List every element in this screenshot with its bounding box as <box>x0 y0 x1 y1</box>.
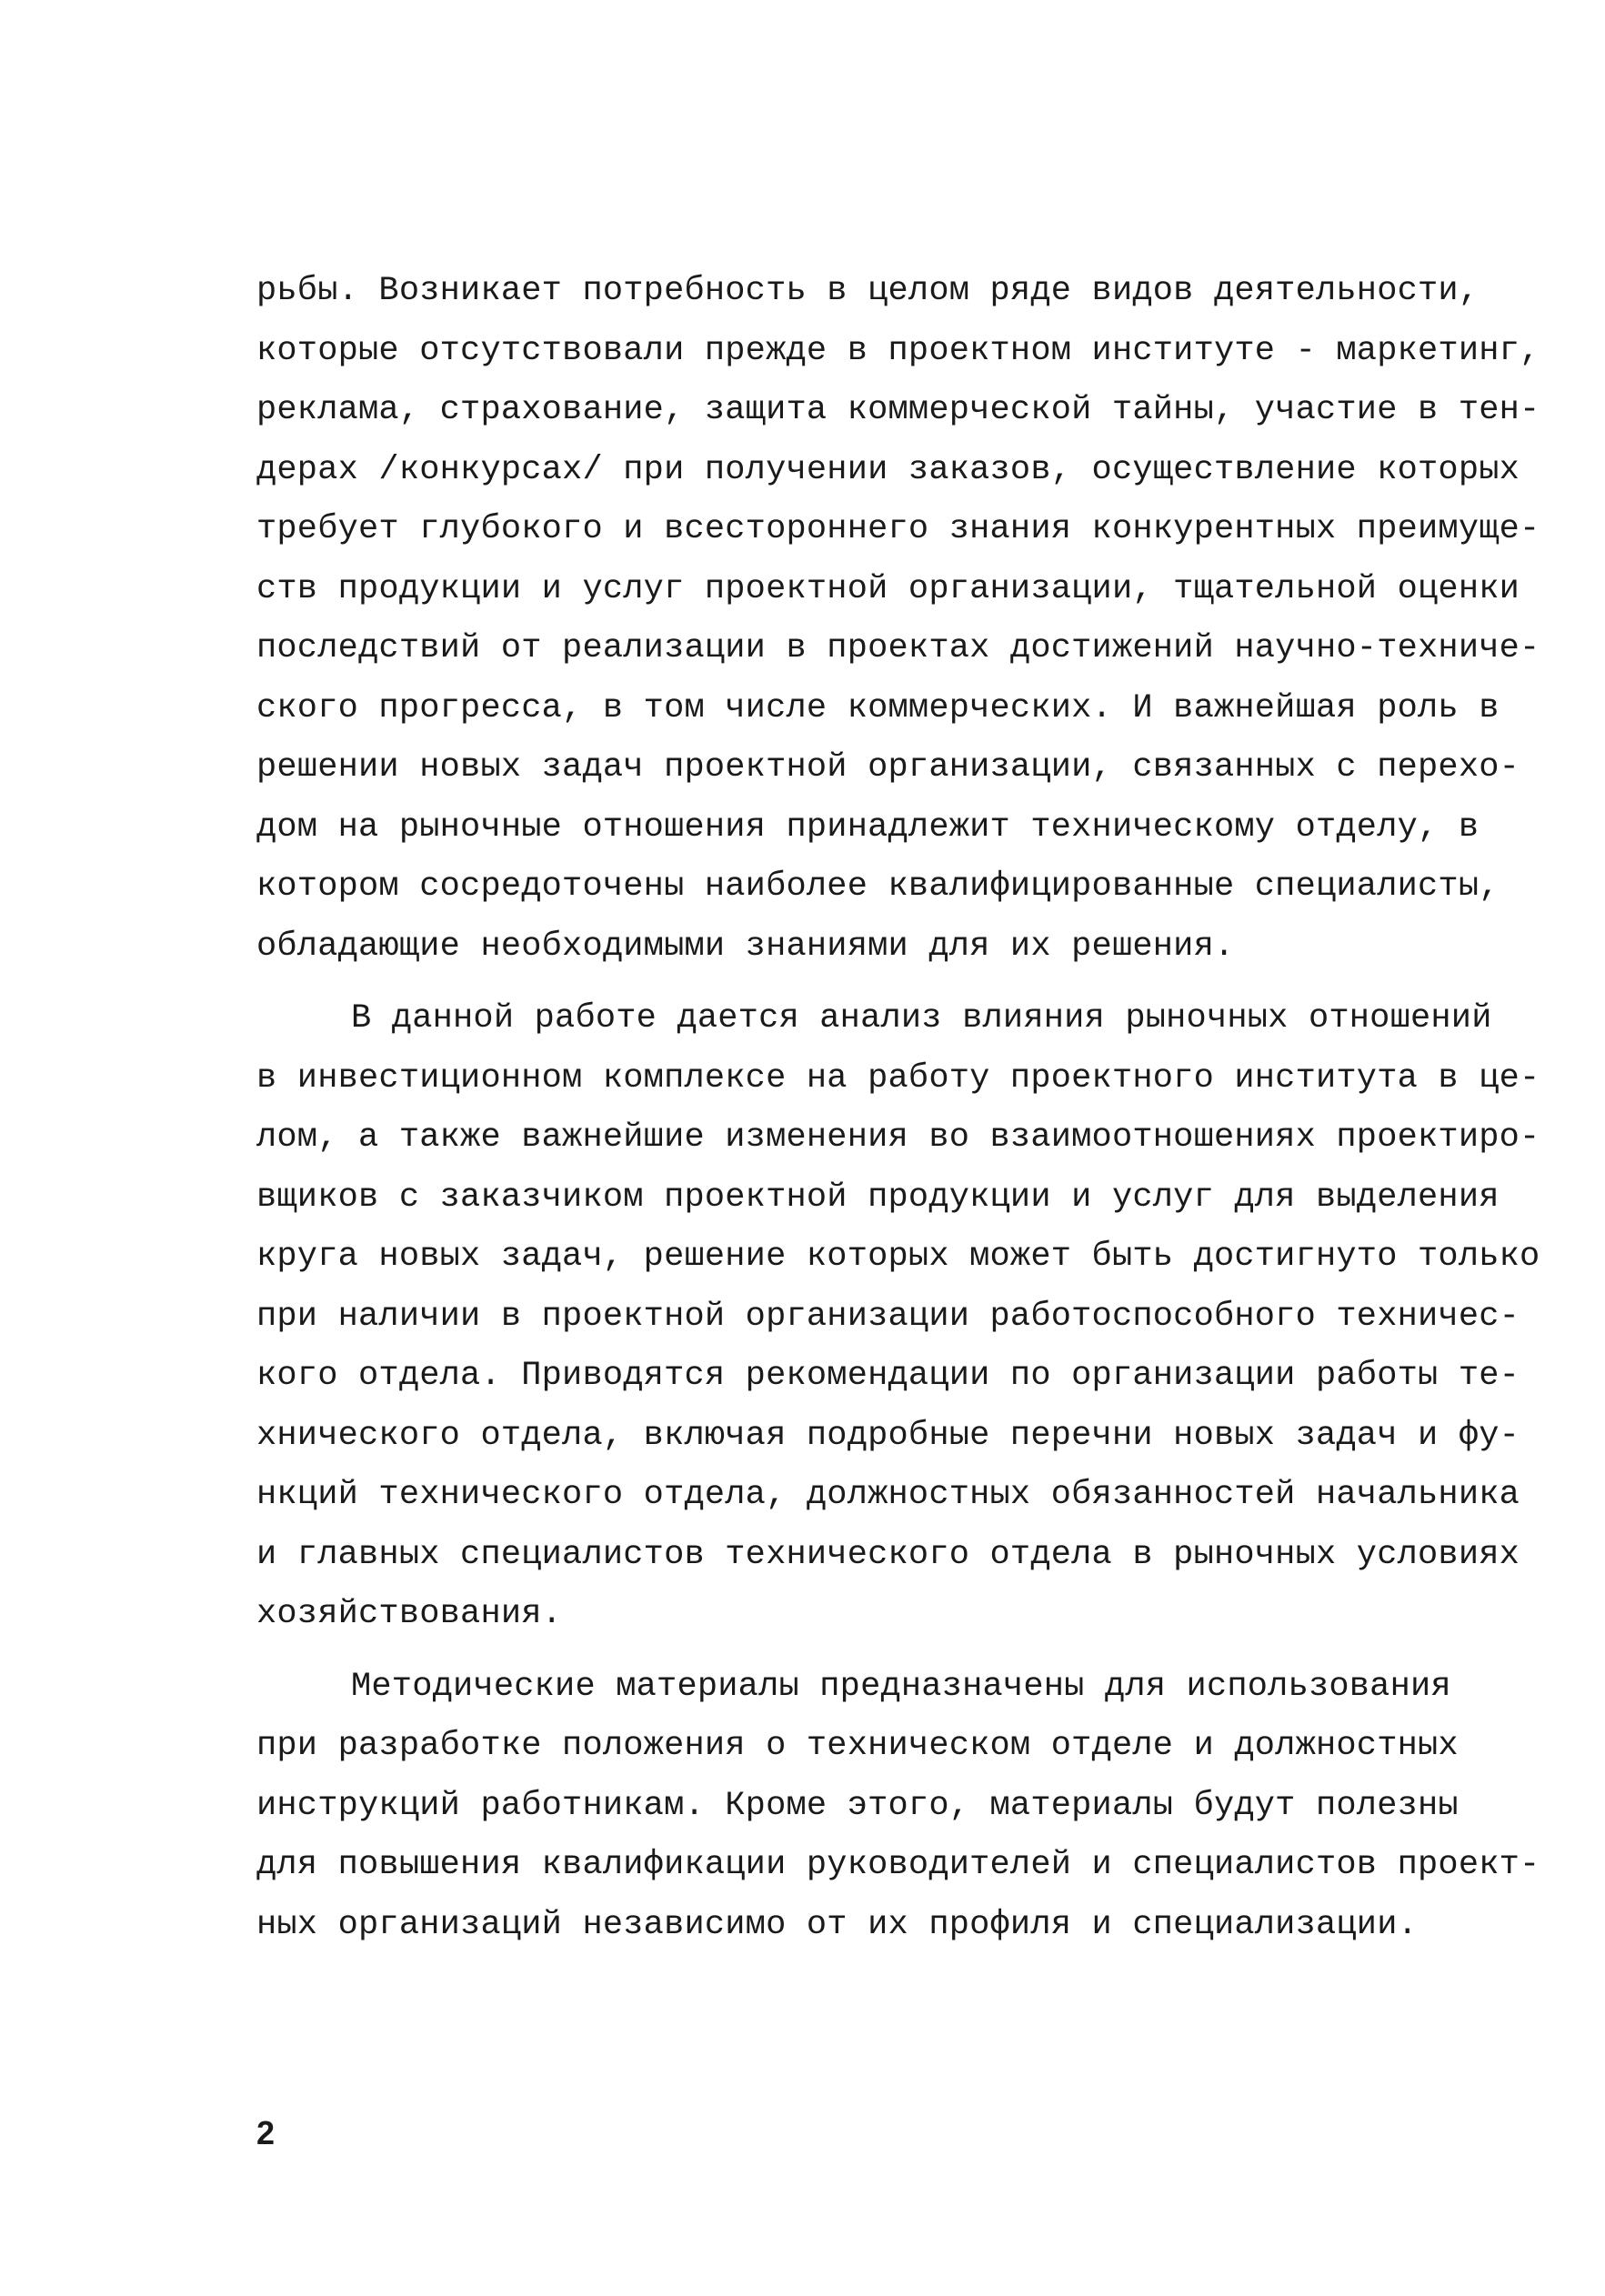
text-line: решении новых задач проектной организации, связанных с перехо- <box>256 748 1520 787</box>
paragraph-gap <box>256 977 1420 989</box>
text-line: и главных специалистов технического отдела в рыночных условиях <box>256 1535 1520 1574</box>
text-line: кого отдела. Приводятся рекомендации по организации работы те- <box>256 1357 1520 1395</box>
text-line: инструкций работникам. Кроме этого, материалы будут полезны <box>256 1786 1459 1825</box>
paragraph-gap <box>256 1645 1420 1658</box>
text-line: ных организаций независимо от их профиля и специализации. <box>256 1905 1419 1944</box>
page-number: 2 <box>256 2114 276 2151</box>
text-line: лом, а также важнейшие изменения во взаимоотношениях проектиро- <box>256 1118 1540 1157</box>
body-text <box>256 262 1540 1955</box>
paragraph-analysis <box>256 989 1540 1645</box>
text-line: хнического отдела, включая подробные перечни новых задач и фу- <box>256 1416 1520 1455</box>
text-line: последствий от реализации в проектах достижений научно-техниче- <box>256 629 1540 667</box>
text-line: В данной работе дается анализ влияния рыночных отношений <box>351 999 1492 1038</box>
text-line: которые отсутствовали прежде в проектном институте - маркетинг, <box>256 331 1540 370</box>
text-line: при разработке положения о техническом отделе и должностных <box>256 1727 1459 1765</box>
text-line: в инвестиционном комплексе на работу проектного института в це- <box>256 1058 1540 1098</box>
text-line: дом на рыночные отношения принадлежит техническому отделу, в <box>256 807 1480 847</box>
text-line: нкций технического отдела, должностных обязанностей начальника <box>256 1476 1520 1514</box>
text-line: для повышения квалификации руководителей и специалистов проект- <box>256 1846 1540 1884</box>
text-line: круга новых задач, решение которых может быть достигнуто только <box>256 1238 1540 1276</box>
text-line: ского прогресса, в том числе коммерческих. И важнейшая роль в <box>256 688 1500 727</box>
text-line: хозяйствования. <box>256 1595 563 1633</box>
text-line: ств продукции и услуг проектной организации, тщательной оценки <box>256 569 1520 608</box>
text-line: реклама, страхование, защита коммерческой тайны, участие в тен- <box>256 391 1540 429</box>
text-line: требует глубокого и всестороннего знания конкурентных преимуще- <box>256 510 1540 548</box>
paragraph-continuation <box>256 262 1540 977</box>
text-line: обладающие необходимыми знаниями для их решения. <box>256 927 1235 966</box>
text-line: при наличии в проектной организации работоспособного техничес- <box>256 1297 1520 1336</box>
text-line: вщиков с заказчиком проектной продукции и услуг для выделения <box>256 1178 1500 1217</box>
paragraph-purpose <box>256 1658 1540 1956</box>
text-line: рьбы. Возникает потребность в целом ряде видов деятельности, <box>256 272 1480 310</box>
text-line: котором сосредоточены наиболее квалифицированные специалисты, <box>256 867 1500 906</box>
text-line: Методические материалы предназначены для использования <box>351 1667 1451 1706</box>
text-line: дерах /конкурсах/ при получении заказов, осуществление которых <box>256 450 1520 489</box>
